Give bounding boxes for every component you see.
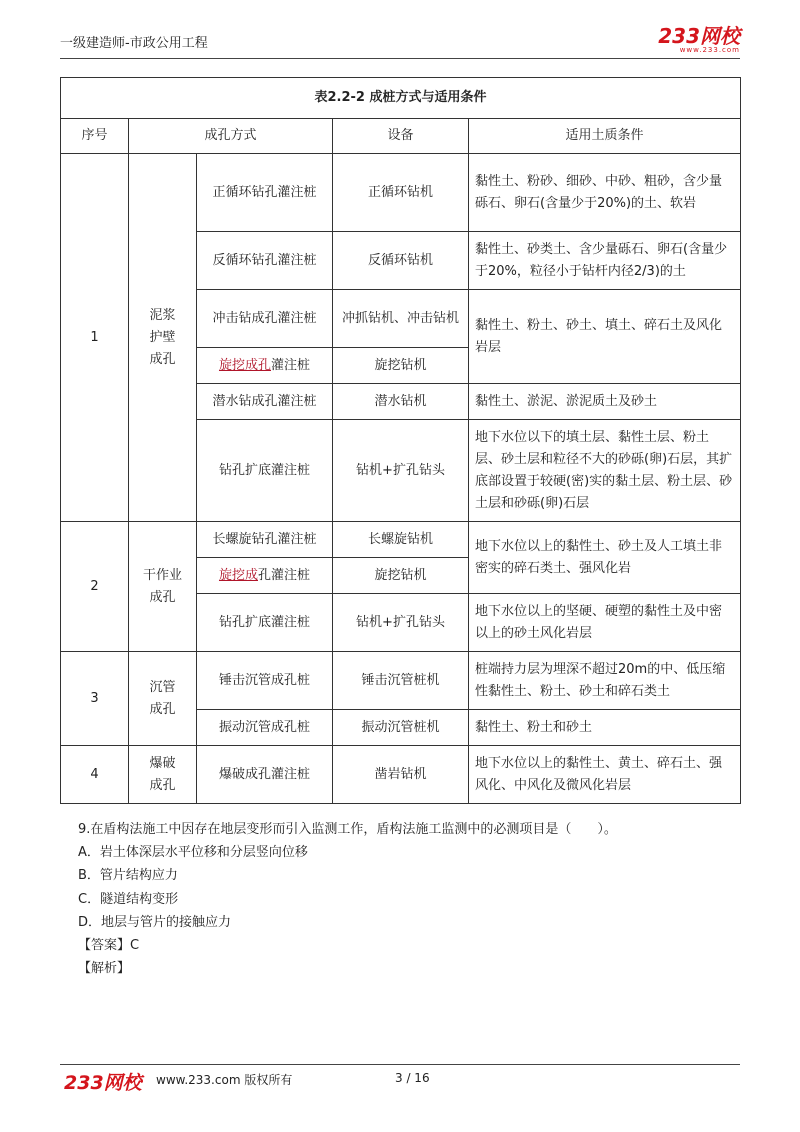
pile-method-table <box>60 77 741 804</box>
group-number: 4 <box>61 746 129 804</box>
method-text: 灌注桩 <box>271 357 311 373</box>
equipment-cell: 潜水钻机 <box>333 384 469 420</box>
brand-logo-text: 233网校 <box>658 24 740 48</box>
equipment-cell: 凿岩钻机 <box>333 746 469 804</box>
page-number: 3 / 16 <box>395 1071 430 1085</box>
header-method: 成孔方式 <box>129 119 333 154</box>
brand-logo <box>658 26 740 54</box>
equipment-cell: 冲抓钻机、冲击钻机 <box>333 290 469 348</box>
method-cell <box>197 558 333 594</box>
group-type: 干作业成孔 <box>129 522 197 652</box>
condition-cell: 地下水位以上的黏性土、砂土及人工填土非密实的碎石类土、强风化岩 <box>469 522 741 594</box>
group-type: 爆破成孔 <box>129 746 197 804</box>
equipment-cell: 钻机+扩孔钻头 <box>333 420 469 522</box>
header-equipment: 设备 <box>333 119 469 154</box>
page-header <box>60 26 740 59</box>
option-a: A．岩土体深层水平位移和分层竖向位移 <box>78 845 308 861</box>
equipment-cell: 正循环钻机 <box>333 154 469 232</box>
condition-cell: 黏性土、砂类土、含少量砾石、卵石(含量少于20%，粒径小于钻杆内径2/3)的土 <box>469 232 741 290</box>
footer-copyright: www.233.com 版权所有 <box>156 1073 293 1087</box>
question-stem: 9.在盾构法施工中因存在地层变形而引入监测工作，盾构法施工监测中的必测项目是（ ）。 <box>78 822 617 837</box>
group-number: 3 <box>61 652 129 746</box>
method-cell: 长螺旋钻孔灌注桩 <box>197 522 333 558</box>
table-row <box>61 652 741 710</box>
condition-cell: 黏性土、粉土、砂土、填土、碎石土及风化岩层 <box>469 290 741 384</box>
table-caption: 表2.2-2 成桩方式与适用条件 <box>61 78 741 119</box>
equipment-cell: 旋挖钻机 <box>333 558 469 594</box>
condition-cell: 黏性土、粉砂、细砂、中砂、粗砂，含少量砾石、卵石(含量少于20%)的土、软岩 <box>469 154 741 232</box>
condition-cell: 桩端持力层为埋深不超过20m的中、低压缩性黏性土、粉土、砂土和碎石类土 <box>469 652 741 710</box>
condition-cell: 黏性土、粉土和砂土 <box>469 710 741 746</box>
condition-cell: 黏性土、淤泥、淤泥质土及砂土 <box>469 384 741 420</box>
group-number: 1 <box>61 154 129 522</box>
group-type: 沉管成孔 <box>129 652 197 746</box>
highlighted-link[interactable]: 旋挖成 <box>218 567 258 583</box>
table-row <box>61 154 741 232</box>
equipment-cell: 钻机+扩孔钻头 <box>333 594 469 652</box>
method-cell: 钻孔扩底灌注桩 <box>197 594 333 652</box>
equipment-cell: 锤击沉管桩机 <box>333 652 469 710</box>
method-cell: 冲击钻成孔灌注桩 <box>197 290 333 348</box>
analysis-line: 【解析】 <box>78 961 131 977</box>
method-cell: 正循环钻孔灌注桩 <box>197 154 333 232</box>
document-title: 一级建造师-市政公用工程 <box>60 36 208 51</box>
equipment-cell: 长螺旋钻机 <box>333 522 469 558</box>
option-b: B．管片结构应力 <box>78 868 178 884</box>
method-cell: 反循环钻孔灌注桩 <box>197 232 333 290</box>
table-header-row <box>61 119 741 154</box>
group-number: 2 <box>61 522 129 652</box>
page-footer <box>60 1064 740 1094</box>
highlighted-link[interactable]: 旋挖成孔 <box>218 357 271 373</box>
question-block <box>78 818 758 980</box>
method-cell: 锤击沉管成孔桩 <box>197 652 333 710</box>
method-cell: 振动沉管成孔桩 <box>197 710 333 746</box>
table-row <box>61 522 741 558</box>
option-d: D．地层与管片的接触应力 <box>78 914 232 930</box>
footer-logo: 233网校 <box>64 1072 142 1094</box>
method-cell: 潜水钻成孔灌注桩 <box>197 384 333 420</box>
method-cell: 钻孔扩底灌注桩 <box>197 420 333 522</box>
equipment-cell: 振动沉管桩机 <box>333 710 469 746</box>
header-no: 序号 <box>61 119 129 154</box>
condition-cell: 地下水位以上的坚硬、硬塑的黏性土及中密以上的砂土风化岩层 <box>469 594 741 652</box>
condition-cell: 地下水位以下的填土层、黏性土层、粉土层、砂土层和粒径不大的砂砾(卵)石层，其扩底部设置于较硬(密)实的黏土层、粉土层、砂土层和砂砾(卵)石层 <box>469 420 741 522</box>
group-type: 泥浆护壁成孔 <box>129 154 197 522</box>
table-row <box>61 746 741 804</box>
table-caption-row <box>61 78 741 119</box>
condition-cell: 地下水位以上的黏性土、黄土、碎石土、强风化、中风化及微风化岩层 <box>469 746 741 804</box>
header-condition: 适用土质条件 <box>469 119 741 154</box>
answer-line: 【答案】C <box>78 938 140 954</box>
method-cell <box>197 348 333 384</box>
method-cell: 爆破成孔灌注桩 <box>197 746 333 804</box>
method-text: 孔灌注桩 <box>258 567 311 583</box>
equipment-cell: 反循环钻机 <box>333 232 469 290</box>
equipment-cell: 旋挖钻机 <box>333 348 469 384</box>
brand-logo-url: www.233.com <box>679 46 740 54</box>
option-c: C．隧道结构变形 <box>78 891 179 907</box>
